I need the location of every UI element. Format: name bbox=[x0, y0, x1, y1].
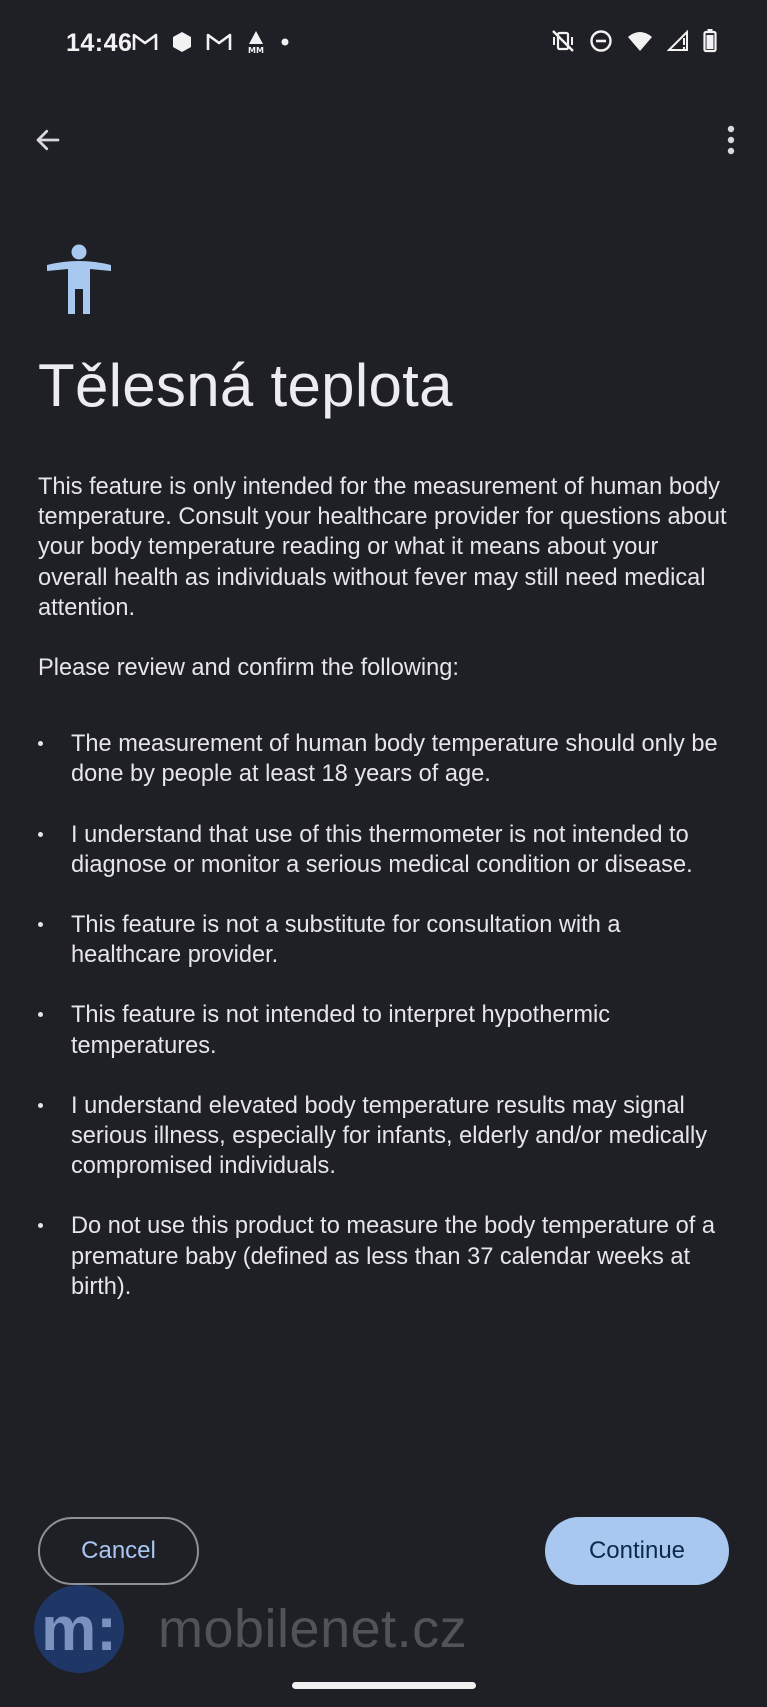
dot-icon bbox=[280, 37, 290, 47]
home-indicator[interactable] bbox=[292, 1682, 476, 1689]
bullet-icon bbox=[38, 741, 43, 746]
confirm-heading: Please review and confirm the following: bbox=[38, 655, 459, 682]
gmail-icon bbox=[206, 32, 232, 52]
more-options-button[interactable] bbox=[707, 116, 755, 164]
list-item-text: I understand elevated body temperature results may signal serious illness, especially for infants, elderly and/or medically compromised individuals. bbox=[71, 1092, 708, 1180]
svg-text:MM: MM bbox=[248, 46, 264, 54]
list-item-text: The measurement of human body temperature should only be done by people at least 18 years of age. bbox=[71, 731, 718, 788]
mm-app-icon bbox=[245, 30, 267, 54]
more-vert-icon bbox=[726, 124, 736, 156]
watermark bbox=[34, 1585, 467, 1673]
disclaimer-content bbox=[38, 472, 734, 1332]
gmail-icon bbox=[132, 32, 158, 52]
accessibility-person-icon bbox=[44, 244, 124, 316]
watermark-logo: m: bbox=[34, 1585, 124, 1673]
list-item bbox=[38, 820, 734, 880]
page-title: Tělesná teplota bbox=[38, 352, 453, 419]
bullet-icon bbox=[38, 832, 43, 837]
bullet-icon bbox=[38, 1012, 43, 1017]
battery-icon bbox=[703, 29, 717, 53]
list-item-text: This feature is not a substitute for consultation with a healthcare provider. bbox=[71, 912, 621, 969]
list-item bbox=[38, 729, 734, 789]
list-item-text: Do not use this product to measure the body temperature of a premature baby (defined as less than 37 calendar weeks at birth). bbox=[71, 1213, 715, 1300]
signal-icon bbox=[667, 30, 689, 52]
confirmation-list bbox=[38, 729, 734, 1302]
mute-vibrate-icon bbox=[551, 29, 575, 53]
list-item-text: This feature is not intended to interpret hypothermic temperatures. bbox=[71, 1002, 611, 1059]
hexagon-app-icon bbox=[171, 31, 193, 53]
list-item bbox=[38, 1091, 734, 1182]
list-item-text: I understand that use of this thermometer is not intended to diagnose or monitor a serious medical condition or disease. bbox=[71, 821, 693, 878]
arrow-back-icon bbox=[33, 125, 63, 155]
bullet-icon bbox=[38, 1103, 43, 1108]
bullet-icon bbox=[38, 1223, 43, 1228]
notification-icons bbox=[132, 30, 290, 54]
bullet-icon bbox=[38, 922, 43, 927]
do-not-disturb-icon bbox=[589, 29, 613, 53]
watermark-text: mobilenet.cz bbox=[158, 1599, 468, 1659]
status-bar bbox=[0, 26, 767, 62]
status-time: 14:46 bbox=[66, 29, 133, 57]
system-icons bbox=[551, 29, 717, 53]
list-item bbox=[38, 910, 734, 970]
continue-button[interactable]: Continue bbox=[545, 1517, 729, 1585]
cancel-button[interactable]: Cancel bbox=[38, 1517, 199, 1585]
back-button[interactable] bbox=[24, 116, 72, 164]
intro-paragraph: This feature is only intended for the measurement of human body temperature. Consult your healthcare provider for questions about your body temperature reading or what it means about your overall health as individuals without fever may still need medical attention. bbox=[38, 474, 727, 621]
list-item bbox=[38, 1000, 734, 1060]
wifi-icon bbox=[627, 30, 653, 52]
list-item bbox=[38, 1211, 734, 1302]
